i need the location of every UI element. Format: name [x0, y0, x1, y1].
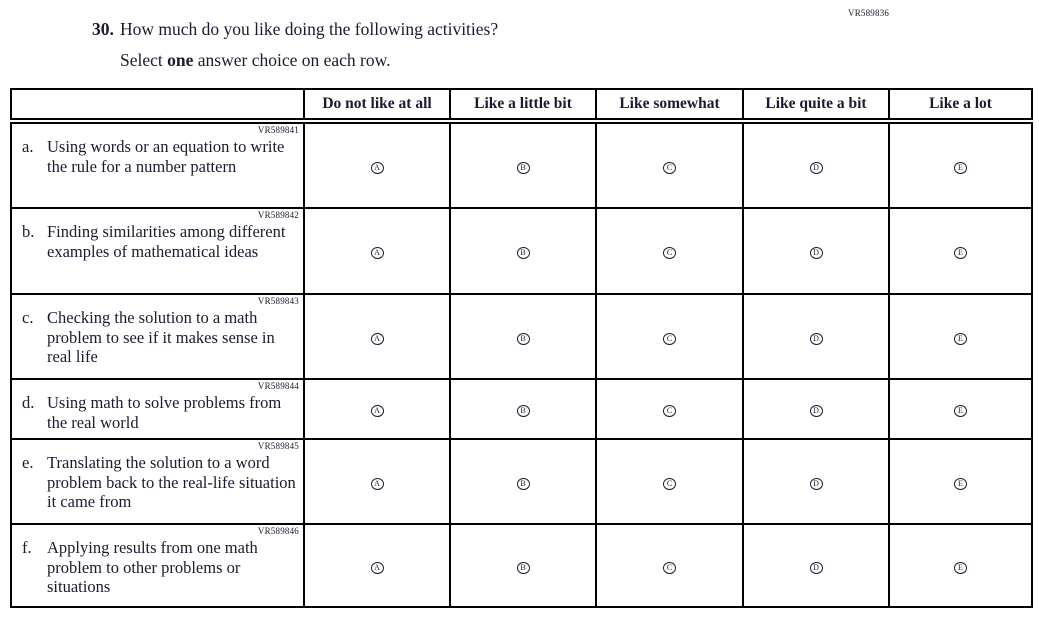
answer-cell-a [304, 439, 450, 524]
answer-bubble-a[interactable]: A [371, 562, 384, 574]
answer-cell-d [743, 121, 889, 208]
answer-bubble-b[interactable]: B [517, 478, 530, 490]
answer-cell-b [450, 208, 596, 294]
answer-bubble-b[interactable]: B [517, 333, 530, 345]
answer-cell-a [304, 379, 450, 439]
row-activity-text: Using words or an equation to write the rule for a number pattern [47, 137, 285, 176]
row-activity-text: Applying results from one math problem to other problems or situations [47, 538, 258, 596]
row-accession-code: VR589846 [257, 526, 299, 536]
row-letter: b. [22, 222, 35, 241]
table-row [11, 121, 1032, 208]
column-header-do-not-like-at-all: Do not like at all [304, 89, 450, 121]
answer-bubble-e[interactable]: E [954, 247, 967, 259]
row-accession-code: VR589845 [257, 441, 299, 451]
answer-bubble-a[interactable]: A [371, 247, 384, 259]
table-row [11, 294, 1032, 379]
row-activity-text: Using math to solve problems from the real world [47, 393, 282, 432]
answer-bubble-e[interactable]: E [954, 405, 967, 417]
answer-bubble-c[interactable]: C [663, 333, 676, 345]
instruction-bold-word: one [167, 50, 194, 70]
row-label-cell [11, 524, 304, 607]
answer-cell-e [889, 208, 1032, 294]
row-letter: c. [22, 308, 34, 327]
answer-bubble-c[interactable]: C [663, 478, 676, 490]
answer-bubble-c[interactable]: C [663, 405, 676, 417]
answer-bubble-e[interactable]: E [954, 478, 967, 490]
answer-cell-b [450, 524, 596, 607]
answer-bubble-e[interactable]: E [954, 162, 967, 174]
answer-cell-b [450, 439, 596, 524]
row-accession-code: VR589842 [257, 210, 299, 220]
answer-cell-c [596, 524, 743, 607]
row-letter: f. [22, 538, 32, 557]
answer-cell-b [450, 121, 596, 208]
question-instruction [120, 45, 498, 76]
column-header-like-a-lot: Like a lot [889, 89, 1032, 121]
answer-bubble-b[interactable]: B [517, 162, 530, 174]
answer-cell-a [304, 524, 450, 607]
answer-bubble-c[interactable]: C [663, 162, 676, 174]
answer-cell-c [596, 379, 743, 439]
answer-bubble-b[interactable]: B [517, 562, 530, 574]
row-letter: d. [22, 393, 35, 412]
answer-cell-d [743, 379, 889, 439]
question-text: How much do you like doing the following activities? [120, 19, 499, 39]
question-number: 30. [92, 19, 114, 39]
answer-matrix-table [10, 88, 1033, 608]
row-accession-code: VR589841 [257, 125, 299, 135]
answer-cell-d [743, 524, 889, 607]
answer-cell-b [450, 294, 596, 379]
answer-cell-e [889, 524, 1032, 607]
page-accession-code: VR589836 [848, 8, 890, 18]
answer-bubble-d[interactable]: D [810, 405, 823, 417]
answer-cell-c [596, 121, 743, 208]
instruction-pre: Select [120, 50, 168, 70]
answer-bubble-d[interactable]: D [810, 247, 823, 259]
answer-bubble-d[interactable]: D [810, 162, 823, 174]
answer-cell-c [596, 294, 743, 379]
row-label-cell [11, 208, 304, 294]
answer-cell-c [596, 439, 743, 524]
row-activity-text: Finding similarities among different examples of mathematical ideas [47, 222, 286, 261]
row-label-cell [11, 439, 304, 524]
answer-bubble-d[interactable]: D [810, 562, 823, 574]
instruction-post: answer choice on each row. [193, 50, 391, 70]
row-letter: a. [22, 137, 34, 156]
answer-cell-e [889, 294, 1032, 379]
column-header-like-somewhat: Like somewhat [596, 89, 743, 121]
answer-bubble-d[interactable]: D [810, 478, 823, 490]
answer-cell-e [889, 439, 1032, 524]
answer-cell-e [889, 121, 1032, 208]
question-block [92, 14, 498, 76]
row-label-cell [11, 379, 304, 439]
table-row [11, 524, 1032, 607]
answer-bubble-e[interactable]: E [954, 562, 967, 574]
answer-cell-d [743, 439, 889, 524]
answer-cell-e [889, 379, 1032, 439]
answer-cell-d [743, 294, 889, 379]
table-row [11, 379, 1032, 439]
column-header-like-quite-a-bit: Like quite a bit [743, 89, 889, 121]
answer-bubble-e[interactable]: E [954, 333, 967, 345]
answer-bubble-a[interactable]: A [371, 333, 384, 345]
row-label-cell [11, 121, 304, 208]
answer-bubble-a[interactable]: A [371, 405, 384, 417]
row-activity-text: Translating the solution to a word problem back to the real-life situation it came from [47, 453, 296, 511]
answer-cell-a [304, 208, 450, 294]
row-activity-text: Checking the solution to a math problem to see if it makes sense in real life [47, 308, 275, 366]
answer-bubble-c[interactable]: C [663, 247, 676, 259]
column-header-like-a-little-bit: Like a little bit [450, 89, 596, 121]
row-accession-code: VR589844 [257, 381, 299, 391]
answer-bubble-a[interactable]: A [371, 478, 384, 490]
answer-bubble-b[interactable]: B [517, 247, 530, 259]
answer-bubble-a[interactable]: A [371, 162, 384, 174]
table-row [11, 208, 1032, 294]
header-row [11, 89, 1032, 121]
answer-bubble-d[interactable]: D [810, 333, 823, 345]
row-letter: e. [22, 453, 34, 472]
answer-cell-c [596, 208, 743, 294]
answer-cell-a [304, 294, 450, 379]
answer-cell-a [304, 121, 450, 208]
answer-bubble-b[interactable]: B [517, 405, 530, 417]
row-accession-code: VR589843 [257, 296, 299, 306]
row-label-cell [11, 294, 304, 379]
answer-cell-b [450, 379, 596, 439]
header-corner-cell [11, 89, 304, 121]
answer-cell-d [743, 208, 889, 294]
answer-bubble-c[interactable]: C [663, 562, 676, 574]
table-row [11, 439, 1032, 524]
